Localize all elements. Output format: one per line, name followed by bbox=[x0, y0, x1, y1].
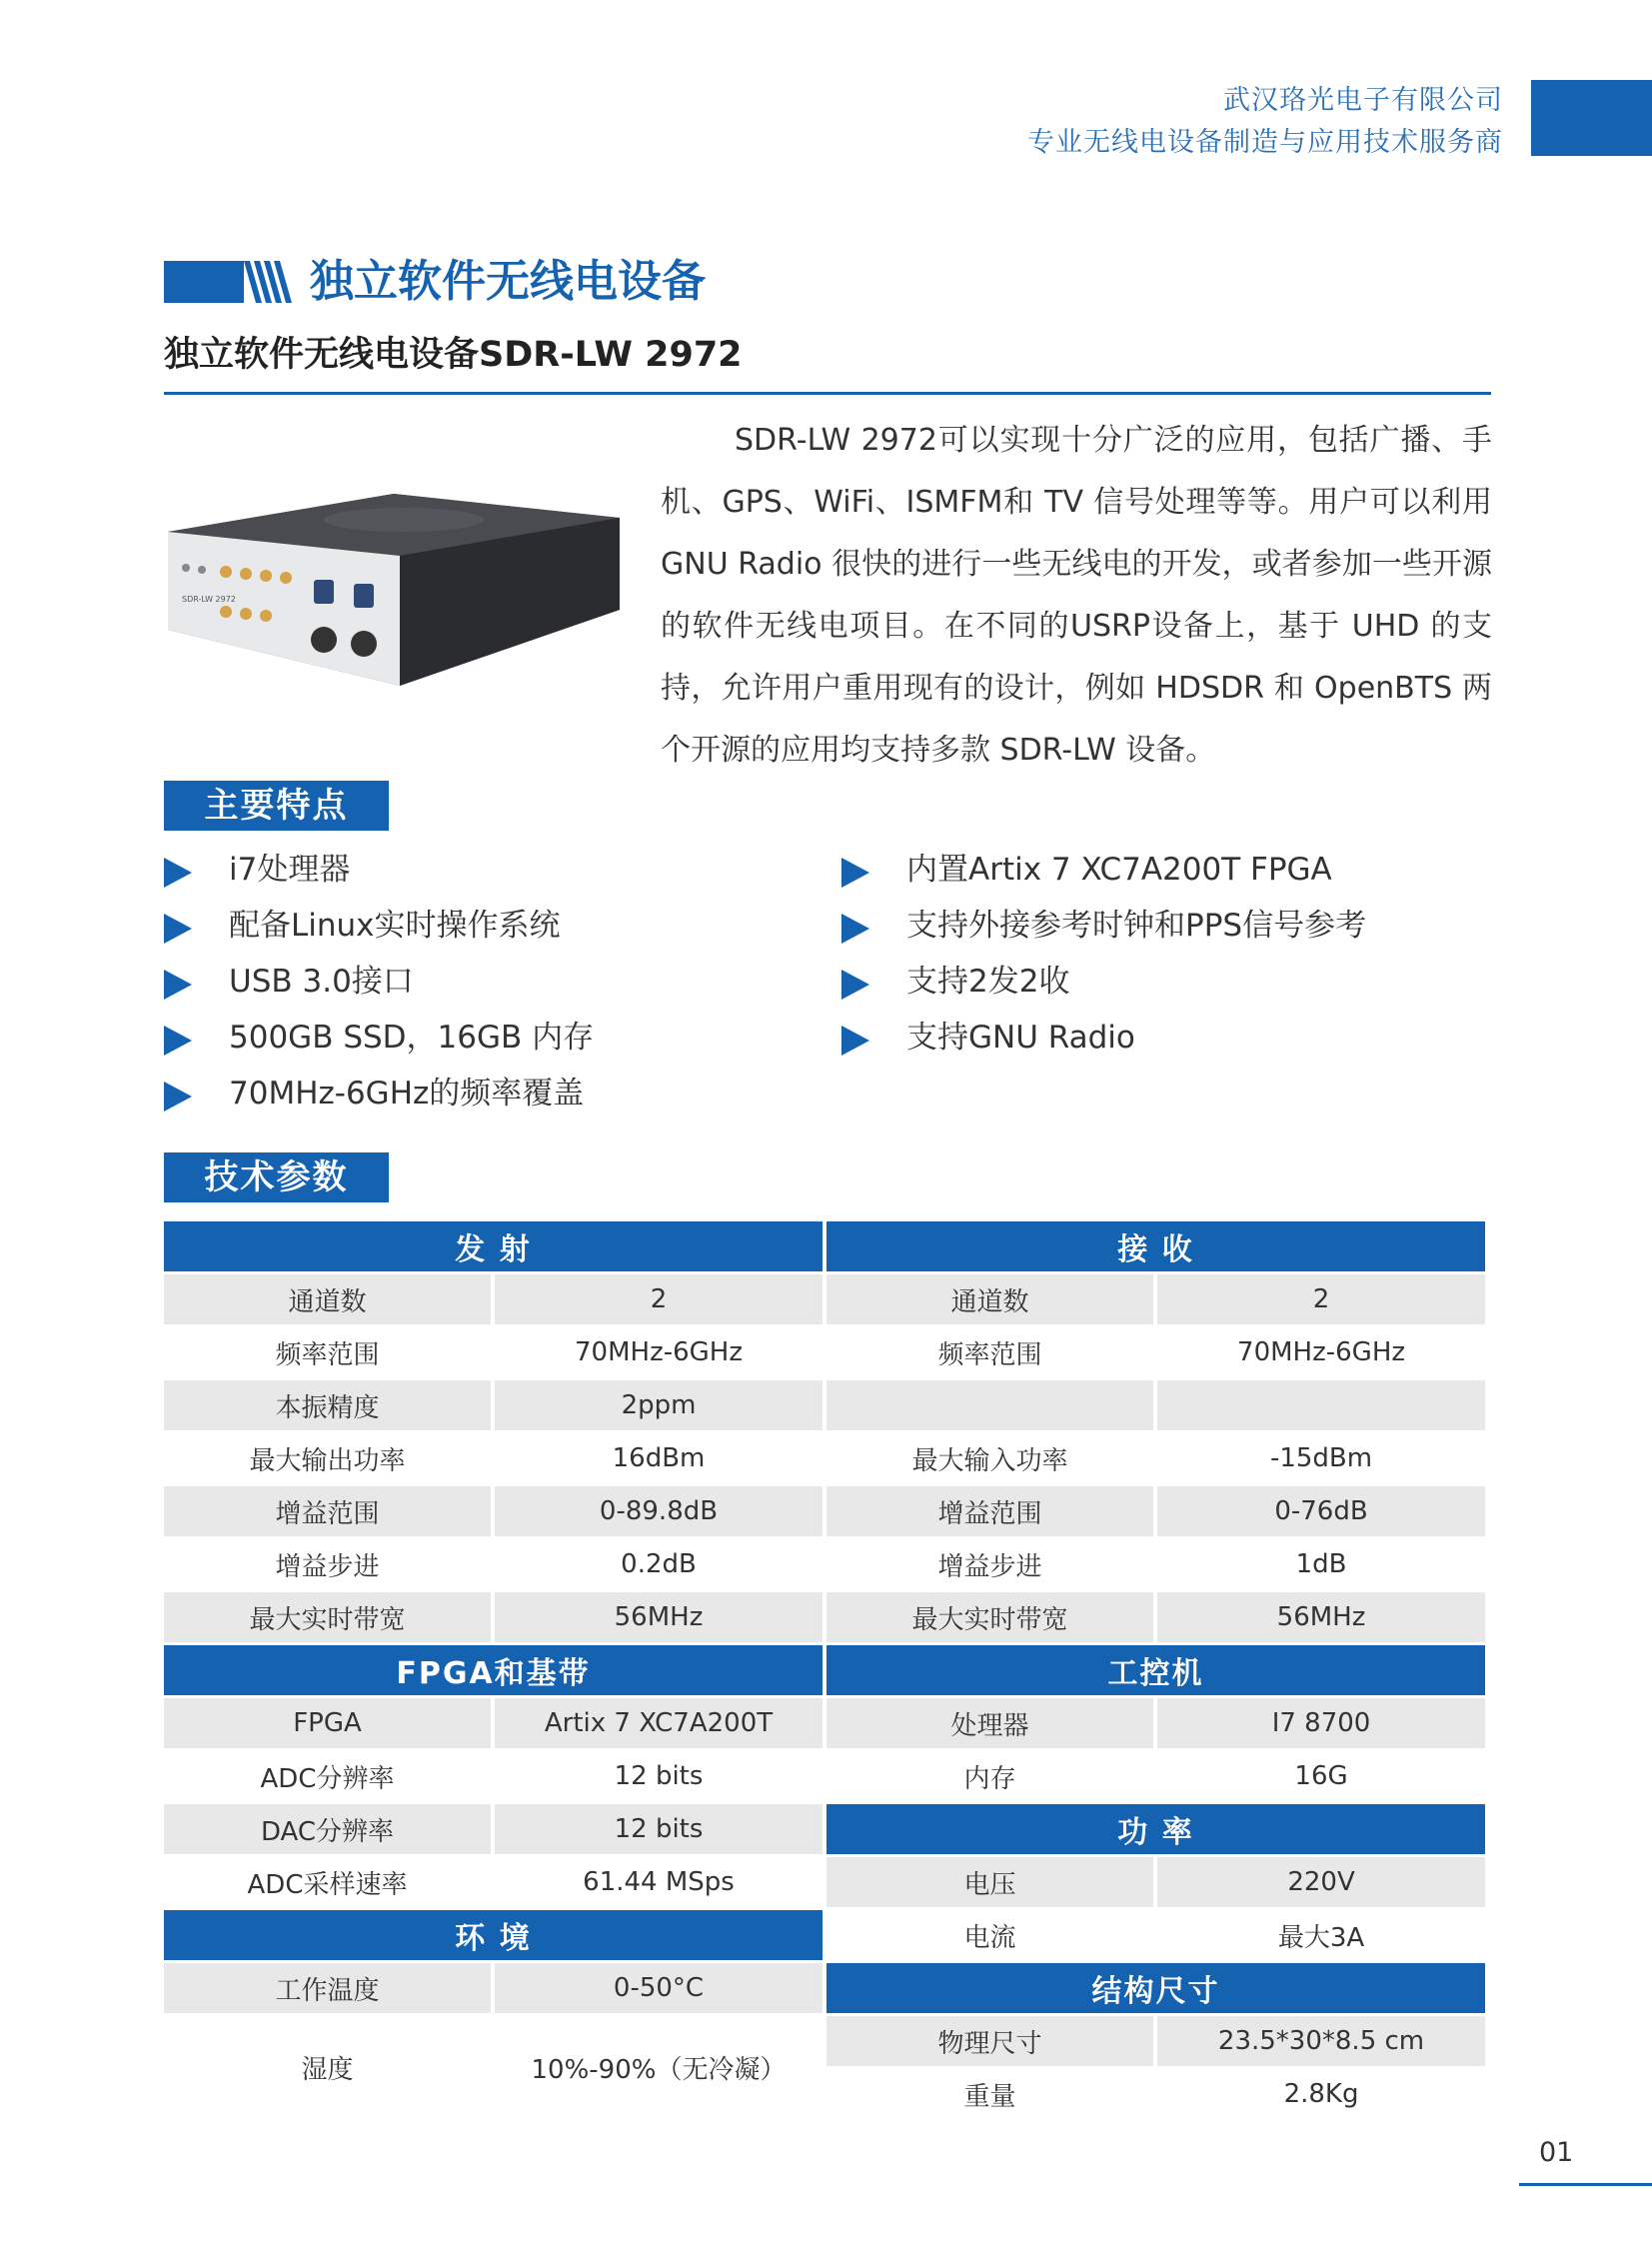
triangle-bullet-icon bbox=[841, 858, 869, 888]
spec-label: 通道数 bbox=[826, 1274, 1153, 1324]
spec-label: 处理器 bbox=[826, 1698, 1153, 1748]
spec-label: 物理尺寸 bbox=[826, 2016, 1153, 2066]
spec-label: 重量 bbox=[826, 2069, 1153, 2119]
section-title-stripes bbox=[244, 261, 292, 303]
spec-row bbox=[164, 2016, 1485, 2066]
spec-label: FPGA bbox=[164, 1698, 491, 1748]
spec-row bbox=[164, 1221, 1485, 1271]
spec-row bbox=[164, 1910, 1485, 1960]
spec-row bbox=[164, 1804, 1485, 1854]
spec-row bbox=[164, 1698, 1485, 1748]
spec-value: 70MHz-6GHz bbox=[1157, 1327, 1485, 1377]
spec-value: 0-89.8dB bbox=[495, 1486, 823, 1536]
features-list-right bbox=[841, 842, 1366, 1066]
spec-row bbox=[164, 1751, 1485, 1801]
section-title: 独立软件无线电设备 bbox=[310, 256, 706, 307]
spec-value: 12 bits bbox=[495, 1804, 823, 1854]
product-title: 独立软件无线电设备SDR-LW 2972 bbox=[164, 335, 743, 375]
rx-header: 接 收 bbox=[826, 1221, 1485, 1271]
spec-value bbox=[1157, 1380, 1485, 1430]
spec-label: 电压 bbox=[826, 1857, 1153, 1907]
feature-text: 500GB SSD，16GB 内存 bbox=[229, 1020, 595, 1056]
env-header: 环 境 bbox=[164, 1910, 823, 1960]
spec-label: 最大实时带宽 bbox=[826, 1592, 1153, 1642]
spec-row bbox=[164, 1433, 1485, 1483]
spec-value: 56MHz bbox=[495, 1592, 823, 1642]
spec-row bbox=[164, 1380, 1485, 1430]
spec-label: 本振精度 bbox=[164, 1380, 491, 1430]
spec-label: 最大输出功率 bbox=[164, 1433, 491, 1483]
spec-label bbox=[826, 1380, 1153, 1430]
spec-value: 56MHz bbox=[1157, 1592, 1485, 1642]
spec-value: 0-76dB bbox=[1157, 1486, 1485, 1536]
spec-value: 16dBm bbox=[495, 1433, 823, 1483]
triangle-bullet-icon bbox=[841, 970, 869, 1000]
spec-label: ADC分辨率 bbox=[164, 1751, 491, 1801]
feature-item bbox=[164, 1066, 594, 1122]
spec-value: 61.44 MSps bbox=[495, 1857, 823, 1907]
feature-text: 内置Artix 7 XC7A200T FPGA bbox=[906, 852, 1332, 888]
triangle-bullet-icon bbox=[164, 1026, 192, 1056]
spec-label: 增益步进 bbox=[826, 1539, 1153, 1589]
spec-label: DAC分辨率 bbox=[164, 1804, 491, 1854]
spec-value: 23.5*30*8.5 cm bbox=[1157, 2016, 1485, 2066]
triangle-bullet-icon bbox=[164, 914, 192, 944]
feature-item bbox=[164, 1010, 594, 1066]
spec-value: 1dB bbox=[1157, 1539, 1485, 1589]
spec-row bbox=[164, 1857, 1485, 1907]
feature-item bbox=[841, 1010, 1366, 1066]
spec-row bbox=[164, 1963, 1485, 2013]
spec-value: 2ppm bbox=[495, 1380, 823, 1430]
spec-label: 内存 bbox=[826, 1751, 1153, 1801]
spec-value: 0.2dB bbox=[495, 1539, 823, 1589]
spec-label: 工作温度 bbox=[164, 1963, 491, 2013]
device-model-label: SDR-LW 2972 bbox=[182, 595, 236, 604]
features-label: 主要特点 bbox=[164, 781, 389, 831]
spec-row bbox=[164, 1274, 1485, 1324]
page-number: 01 bbox=[1539, 2137, 1574, 2168]
triangle-bullet-icon bbox=[164, 1082, 192, 1112]
spec-row bbox=[164, 1592, 1485, 1642]
product-description: SDR-LW 2972可以实现十分广泛的应用，包括广播、手机、GPS、WiFi、ISMFM和 TV 信号处理等等。用户可以利用 GNU Radio 很快的进行一些无线电的开发，或者参加一些开源的软件无线电项目。在不同的USRP设备上，基于 UHD 的支持，允许用户重用现有的设计，例如 HDSDR 和 OpenBTS 两个开源的应用均支持多款 SDR-LW 设备。 bbox=[661, 423, 1492, 768]
feature-item bbox=[841, 842, 1366, 898]
spec-value: 2.8Kg bbox=[1157, 2069, 1485, 2119]
spec-row bbox=[164, 1486, 1485, 1536]
fpga-header: FPGA和基带 bbox=[164, 1645, 823, 1695]
spec-value: I7 8700 bbox=[1157, 1698, 1485, 1748]
features-list-left bbox=[164, 842, 594, 1122]
feature-item bbox=[164, 898, 594, 954]
spec-value: -15dBm bbox=[1157, 1433, 1485, 1483]
spec-label: 增益范围 bbox=[826, 1486, 1153, 1536]
feature-text: 支持GNU Radio bbox=[906, 1020, 1135, 1056]
header-accent-block bbox=[1531, 80, 1652, 156]
triangle-bullet-icon bbox=[164, 970, 192, 1000]
spec-value: 70MHz-6GHz bbox=[495, 1327, 823, 1377]
feature-text: 配备Linux实时操作系统 bbox=[229, 908, 561, 944]
specs-label: 技术参数 bbox=[164, 1152, 389, 1202]
spec-value: 2 bbox=[495, 1274, 823, 1324]
title-divider bbox=[164, 392, 1491, 395]
spec-label: 通道数 bbox=[164, 1274, 491, 1324]
feature-text: 支持外接参考时钟和PPS信号参考 bbox=[906, 908, 1367, 944]
power-header: 功 率 bbox=[826, 1804, 1485, 1854]
feature-item bbox=[841, 898, 1366, 954]
triangle-bullet-icon bbox=[841, 914, 869, 944]
spec-table bbox=[160, 1218, 1489, 2122]
spec-value: 220V bbox=[1157, 1857, 1485, 1907]
ipc-header: 工控机 bbox=[826, 1645, 1485, 1695]
spec-row bbox=[164, 1327, 1485, 1377]
spec-label: 频率范围 bbox=[826, 1327, 1153, 1377]
feature-text: USB 3.0接口 bbox=[229, 964, 414, 1000]
spec-value: Artix 7 XC7A200T bbox=[495, 1698, 823, 1748]
spec-label: 湿度 bbox=[164, 2016, 491, 2119]
tx-header: 发 射 bbox=[164, 1221, 823, 1271]
company-tagline: 专业无线电设备制造与应用技术服务商 bbox=[1027, 127, 1503, 158]
footer-divider bbox=[1519, 2183, 1652, 2186]
company-header bbox=[1027, 80, 1503, 164]
spec-label: 增益步进 bbox=[164, 1539, 491, 1589]
feature-item bbox=[164, 842, 594, 898]
spec-label: 增益范围 bbox=[164, 1486, 491, 1536]
spec-row bbox=[164, 1645, 1485, 1695]
spec-label: 频率范围 bbox=[164, 1327, 491, 1377]
spec-label: 电流 bbox=[826, 1910, 1153, 1960]
spec-value: 16G bbox=[1157, 1751, 1485, 1801]
spec-value: 0-50°C bbox=[495, 1963, 823, 2013]
feature-text: 70MHz-6GHz的频率覆盖 bbox=[229, 1076, 585, 1112]
feature-text: i7处理器 bbox=[229, 852, 351, 888]
spec-label: ADC采样速率 bbox=[164, 1857, 491, 1907]
spec-value: 10%-90%（无冷凝） bbox=[495, 2016, 823, 2119]
triangle-bullet-icon bbox=[841, 1026, 869, 1056]
spec-label: 最大实时带宽 bbox=[164, 1592, 491, 1642]
feature-item bbox=[841, 954, 1366, 1010]
feature-item bbox=[164, 954, 594, 1010]
feature-text: 支持2发2收 bbox=[906, 964, 1070, 1000]
triangle-bullet-icon bbox=[164, 858, 192, 888]
spec-row bbox=[164, 1539, 1485, 1589]
spec-value: 2 bbox=[1157, 1274, 1485, 1324]
spec-label: 最大输入功率 bbox=[826, 1433, 1153, 1483]
spec-value: 最大3A bbox=[1157, 1910, 1485, 1960]
company-name: 武汉珞光电子有限公司 bbox=[1223, 85, 1503, 116]
device-photo bbox=[164, 490, 624, 710]
spec-value: 12 bits bbox=[495, 1751, 823, 1801]
struct-header: 结构尺寸 bbox=[826, 1963, 1485, 2013]
